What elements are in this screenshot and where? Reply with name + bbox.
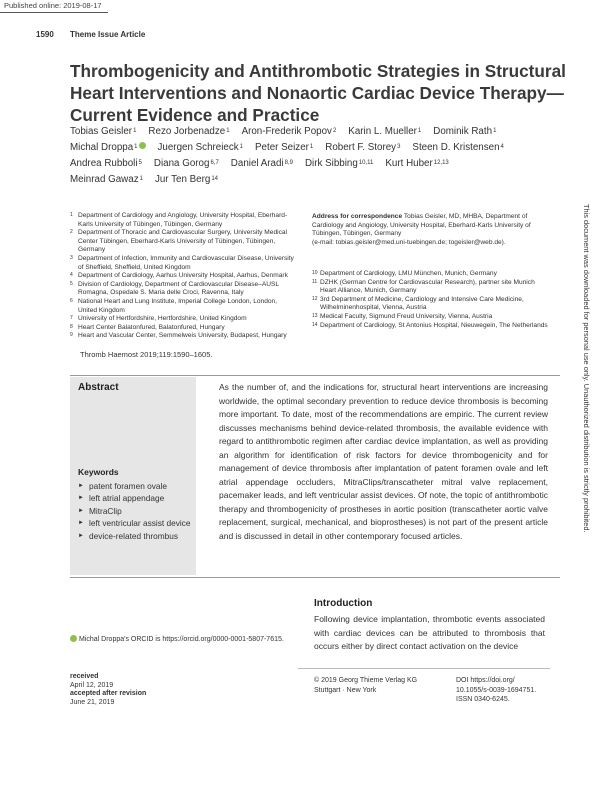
author-name (148, 126, 229, 137)
affiliation-text: Department of Cardiology, Aarhus University Hospital, Aarhus, Denmark (78, 272, 288, 280)
author-name-text: Andrea Rubboli (70, 158, 138, 169)
author-name-text: Meinrad Gawaz (70, 174, 139, 185)
author-name (231, 158, 293, 169)
affiliation-text: Department of Infection, Immunity and Cardiovascular Disease, University of Sheffield, Sheffield, United Kingdom (78, 254, 294, 271)
affiliation (312, 296, 552, 313)
affiliation (312, 270, 552, 279)
author-affiliation-number: 1 (309, 144, 314, 150)
author-name-text: Daniel Aradi (230, 158, 284, 169)
author-affiliation-number: 10,11 (358, 160, 374, 166)
article-title: Thrombogenicity and Antithrombotic Strategies in Structural Heart Interventions and Nonaortic Cardiac Device Therapy—Current Evidence and Practice (70, 61, 566, 125)
section-label: Theme Issue Article (70, 30, 146, 39)
affiliation-text: Heart Center Balatonfured, Balatonfured, Hungary (78, 323, 225, 331)
affiliations-left (70, 212, 295, 341)
author-name (412, 142, 503, 153)
author-name-text: Karin L. Mueller (348, 126, 417, 137)
orcid-footnote (70, 635, 290, 645)
author-name (255, 142, 313, 153)
keyword-text: left atrial appendage (89, 493, 165, 504)
affiliation-text: Medical Faculty, Sigmund Freud University, Vienna, Austria (320, 312, 493, 320)
publisher-location: Stuttgart · New York (314, 686, 377, 694)
keyword-list (78, 480, 196, 542)
affiliation (70, 272, 295, 281)
affiliation (312, 322, 552, 331)
keyword (78, 492, 196, 504)
keyword-text: patent foramen ovale (89, 481, 167, 491)
received-date: April 12, 2019 (70, 681, 114, 689)
affiliation (70, 212, 295, 229)
copyright (314, 676, 417, 695)
introduction-text: Following device implantation, thrombotic events associated with cardiac devices can be attributed to thrombosis that occurs either by direct contact activation on the device (314, 614, 545, 651)
affiliation-text: National Heart and Lung Institute, Imperial College London, London, United Kingdom (78, 297, 278, 314)
author-name-text: Robert F. Storey (325, 142, 397, 153)
author-name (155, 174, 218, 185)
received-label: received (70, 673, 99, 680)
author-name-text: Juergen Schreieck (157, 142, 239, 153)
keyword (78, 505, 196, 517)
affiliation (70, 315, 295, 324)
author-name (70, 126, 136, 137)
introduction-heading: Introduction (314, 598, 373, 609)
affiliation-number: 4 (70, 272, 73, 279)
affiliation-number: 8 (70, 323, 73, 330)
keyword-text: device-related thrombus (89, 530, 179, 541)
author-name (158, 142, 243, 153)
orcid-icon[interactable] (139, 142, 146, 149)
author-affiliation-number: 12,13 (433, 160, 449, 166)
author-name (70, 158, 142, 169)
affiliation-number: 6 (70, 297, 73, 304)
author-affiliation-number: 1 (493, 128, 497, 134)
author-name (70, 142, 146, 153)
orcid-icon (70, 635, 77, 642)
affiliation (70, 324, 295, 333)
author-affiliation-number: 4 (500, 144, 504, 150)
affiliation (312, 279, 552, 296)
affiliation-number: 3 (70, 254, 73, 261)
author-name (242, 126, 337, 137)
affiliation-number: 12 (312, 295, 318, 302)
journal-citation: Thromb Haemost 2019;119:1590–1605. (80, 350, 213, 359)
author-affiliation-number: 1 (139, 176, 143, 182)
affiliation-text: Division of Cardiology, Department of Cardiovascular Disease–AUSL Romagna, Ospedale S. Maria delle Croci, Ravenna, Italy (78, 280, 279, 297)
author-name (433, 126, 496, 137)
author-affiliation-number: 6,7 (210, 160, 219, 166)
author-affiliation-number: 2 (332, 128, 337, 134)
author-row (70, 156, 570, 172)
download-notice: This document was downloaded for personal use only. Unauthorized distribution is strictly prohibited. (582, 204, 591, 533)
keywords-heading: Keywords (78, 467, 119, 477)
doi-block (456, 676, 536, 705)
author-name-text: Dominik Rath (433, 126, 493, 137)
author-name-text: Rezo Jorbenadze (148, 126, 226, 137)
correspondence-text: Tobias Geisler, MD, MHBA, Department of Cardiology and Angiology, University Hospital, Eberhard-Karls University of Tübingen, Tübingen, Germany (312, 213, 531, 238)
author-affiliation-number: 1 (133, 128, 137, 134)
affiliation-text: University of Hertfordshire, Hertfordshire, United Kingdom (78, 315, 247, 323)
affiliation (70, 255, 295, 272)
bullet-arrow-icon: ► (78, 483, 84, 489)
accepted-label: accepted after revision (70, 690, 147, 698)
author-name-text: Tobias Geisler (70, 126, 133, 137)
bullet-arrow-icon: ► (78, 495, 84, 502)
orcid-note-text[interactable]: Michal Droppa's ORCID is https://orcid.org/0000-0001-5807-7615. (79, 636, 284, 643)
affiliation-number: 2 (70, 229, 73, 236)
affiliation-number: 14 (312, 321, 318, 328)
author-name (154, 158, 219, 169)
author-name-text: Jur Ten Berg (154, 174, 211, 185)
correspondence-email: (e-mail: tobias.geisler@med.uni-tuebingen.de; togeisler@web.de). (312, 238, 506, 246)
correspondence (312, 213, 552, 247)
author-name-text: Kurt Huber (385, 158, 433, 169)
author-name-text: Dirk Sibbing (304, 158, 358, 169)
bullet-arrow-icon: ► (78, 507, 84, 514)
affiliation (312, 313, 552, 322)
affiliation-number: 13 (312, 312, 318, 319)
author-affiliation-number: 5 (138, 160, 142, 166)
author-name-text: Peter Seizer (255, 142, 309, 153)
affiliation-number: 9 (70, 332, 73, 339)
affiliation-number: 7 (70, 315, 73, 322)
bullet-arrow-icon: ► (78, 520, 84, 527)
affiliation-number: 1 (70, 212, 73, 218)
correspondence-label: Address for correspondence (312, 213, 403, 220)
affiliation (70, 298, 295, 315)
author-affiliation-number: 8,9 (284, 160, 293, 166)
copyright-line: © 2019 Georg Thieme Verlag KG (314, 677, 418, 684)
affiliation (70, 281, 295, 298)
affiliation-number: 11 (312, 278, 318, 285)
header-rule (0, 12, 108, 13)
affiliations-right (312, 270, 552, 330)
article-dates (70, 673, 146, 708)
affiliation-text: Heart and Vascular Center, Semmelweis University, Budapest, Hungary (78, 332, 287, 340)
keyword (78, 480, 196, 492)
author-name-text: Diana Gorog (153, 158, 210, 169)
author-affiliation-number: 3 (397, 144, 401, 150)
bullet-arrow-icon: ► (78, 532, 84, 539)
affiliation-text: Department of Cardiology, St Antonius Hospital, Nieuwegein, The Netherlands (320, 321, 548, 329)
author-name (70, 174, 143, 185)
affiliation-text: Department of Cardiology, LMU München, Munich, Germany (320, 270, 497, 277)
doi-number[interactable]: 10.1055/s-0039-1694751. (456, 686, 537, 694)
accepted-date: June 21, 2019 (70, 699, 115, 707)
author-row (70, 172, 570, 188)
author-row (70, 140, 570, 156)
author-name (325, 142, 400, 153)
page-number: 1590 (36, 30, 54, 39)
doi-link[interactable]: DOI https://doi.org/ (456, 677, 515, 684)
abstract-text: As the number of, and the indications for, structural heart interventions are increasing worldwide, the optimal secondary prevention to reduce device thrombosis is becoming more important. To date, most of the recommendations are empiric. The current review discusses mechanisms behind device-related thrombosis, the available evidence with regard to antithrombotic regimen after cardiac device implantation, as well as providing an algorithm for identification of risk factors for device thrombogenicity and for management of device thrombosis after implantation of patent foramen ovale and left atrial appendage occluders, MitraClips/transcatheter mitral valve replacement, pacemaker leads, and left ventricular assist devices. Of note, the topic of antithrombotic therapy and thrombogenicity of prostheses in aortic position (transcatheter aortic valve replacement, surgical, mechanical, and bioprostheses) is not part of the present article and is discussed in detail in other contemporary focused articles. (219, 382, 548, 541)
affiliation-number: 5 (70, 280, 73, 287)
issn: ISSN 0340-6245. (456, 696, 510, 703)
affiliation-text: DZHK (German Centre for Cardiovascular Research), partner site Munich Heart Alliance, Munich, Germany (320, 278, 535, 295)
author-name-text: Steen D. Kristensen (412, 142, 500, 153)
keyword (78, 517, 196, 529)
abstract-heading: Abstract (78, 382, 119, 393)
author-list (70, 124, 570, 188)
keyword (78, 530, 196, 542)
author-name-text: Michal Droppa (70, 142, 134, 153)
author-name (305, 158, 373, 169)
author-affiliation-number: 1 (239, 144, 243, 150)
affiliation-text: Department of Cardiology and Angiology, University Hospital, Eberhard-Karls University of Tübingen, Tübingen, Germany (78, 212, 288, 228)
published-date: Published online: 2019-08-17 (4, 1, 102, 10)
footer-rule (298, 668, 550, 669)
author-name-text: Aron-Frederik Popov (241, 126, 332, 137)
author-affiliation-number: 1 (134, 144, 138, 150)
affiliation (70, 332, 295, 341)
author-name (348, 126, 421, 137)
affiliation (70, 229, 295, 255)
author-affiliation-number: 1 (417, 128, 422, 134)
author-affiliation-number: 14 (211, 176, 219, 182)
author-affiliation-number: 1 (226, 128, 230, 134)
affiliation-text: 3rd Department of Medicine, Cardiology and Intensive Care Medicine, Wilhelminenhospital, Vienna, Austria (320, 295, 524, 312)
keyword-text: left ventricular assist device (89, 518, 191, 529)
author-name (385, 158, 448, 169)
author-row (70, 124, 570, 140)
affiliation-number: 10 (312, 270, 318, 276)
keyword-text: MitraClip (89, 505, 122, 516)
affiliation-text: Department of Thoracic and Cardiovascular Surgery, University Medical Center Tübingen, Eberhard-Karls University of Tübingen, Tübingen, Germany (78, 229, 288, 254)
